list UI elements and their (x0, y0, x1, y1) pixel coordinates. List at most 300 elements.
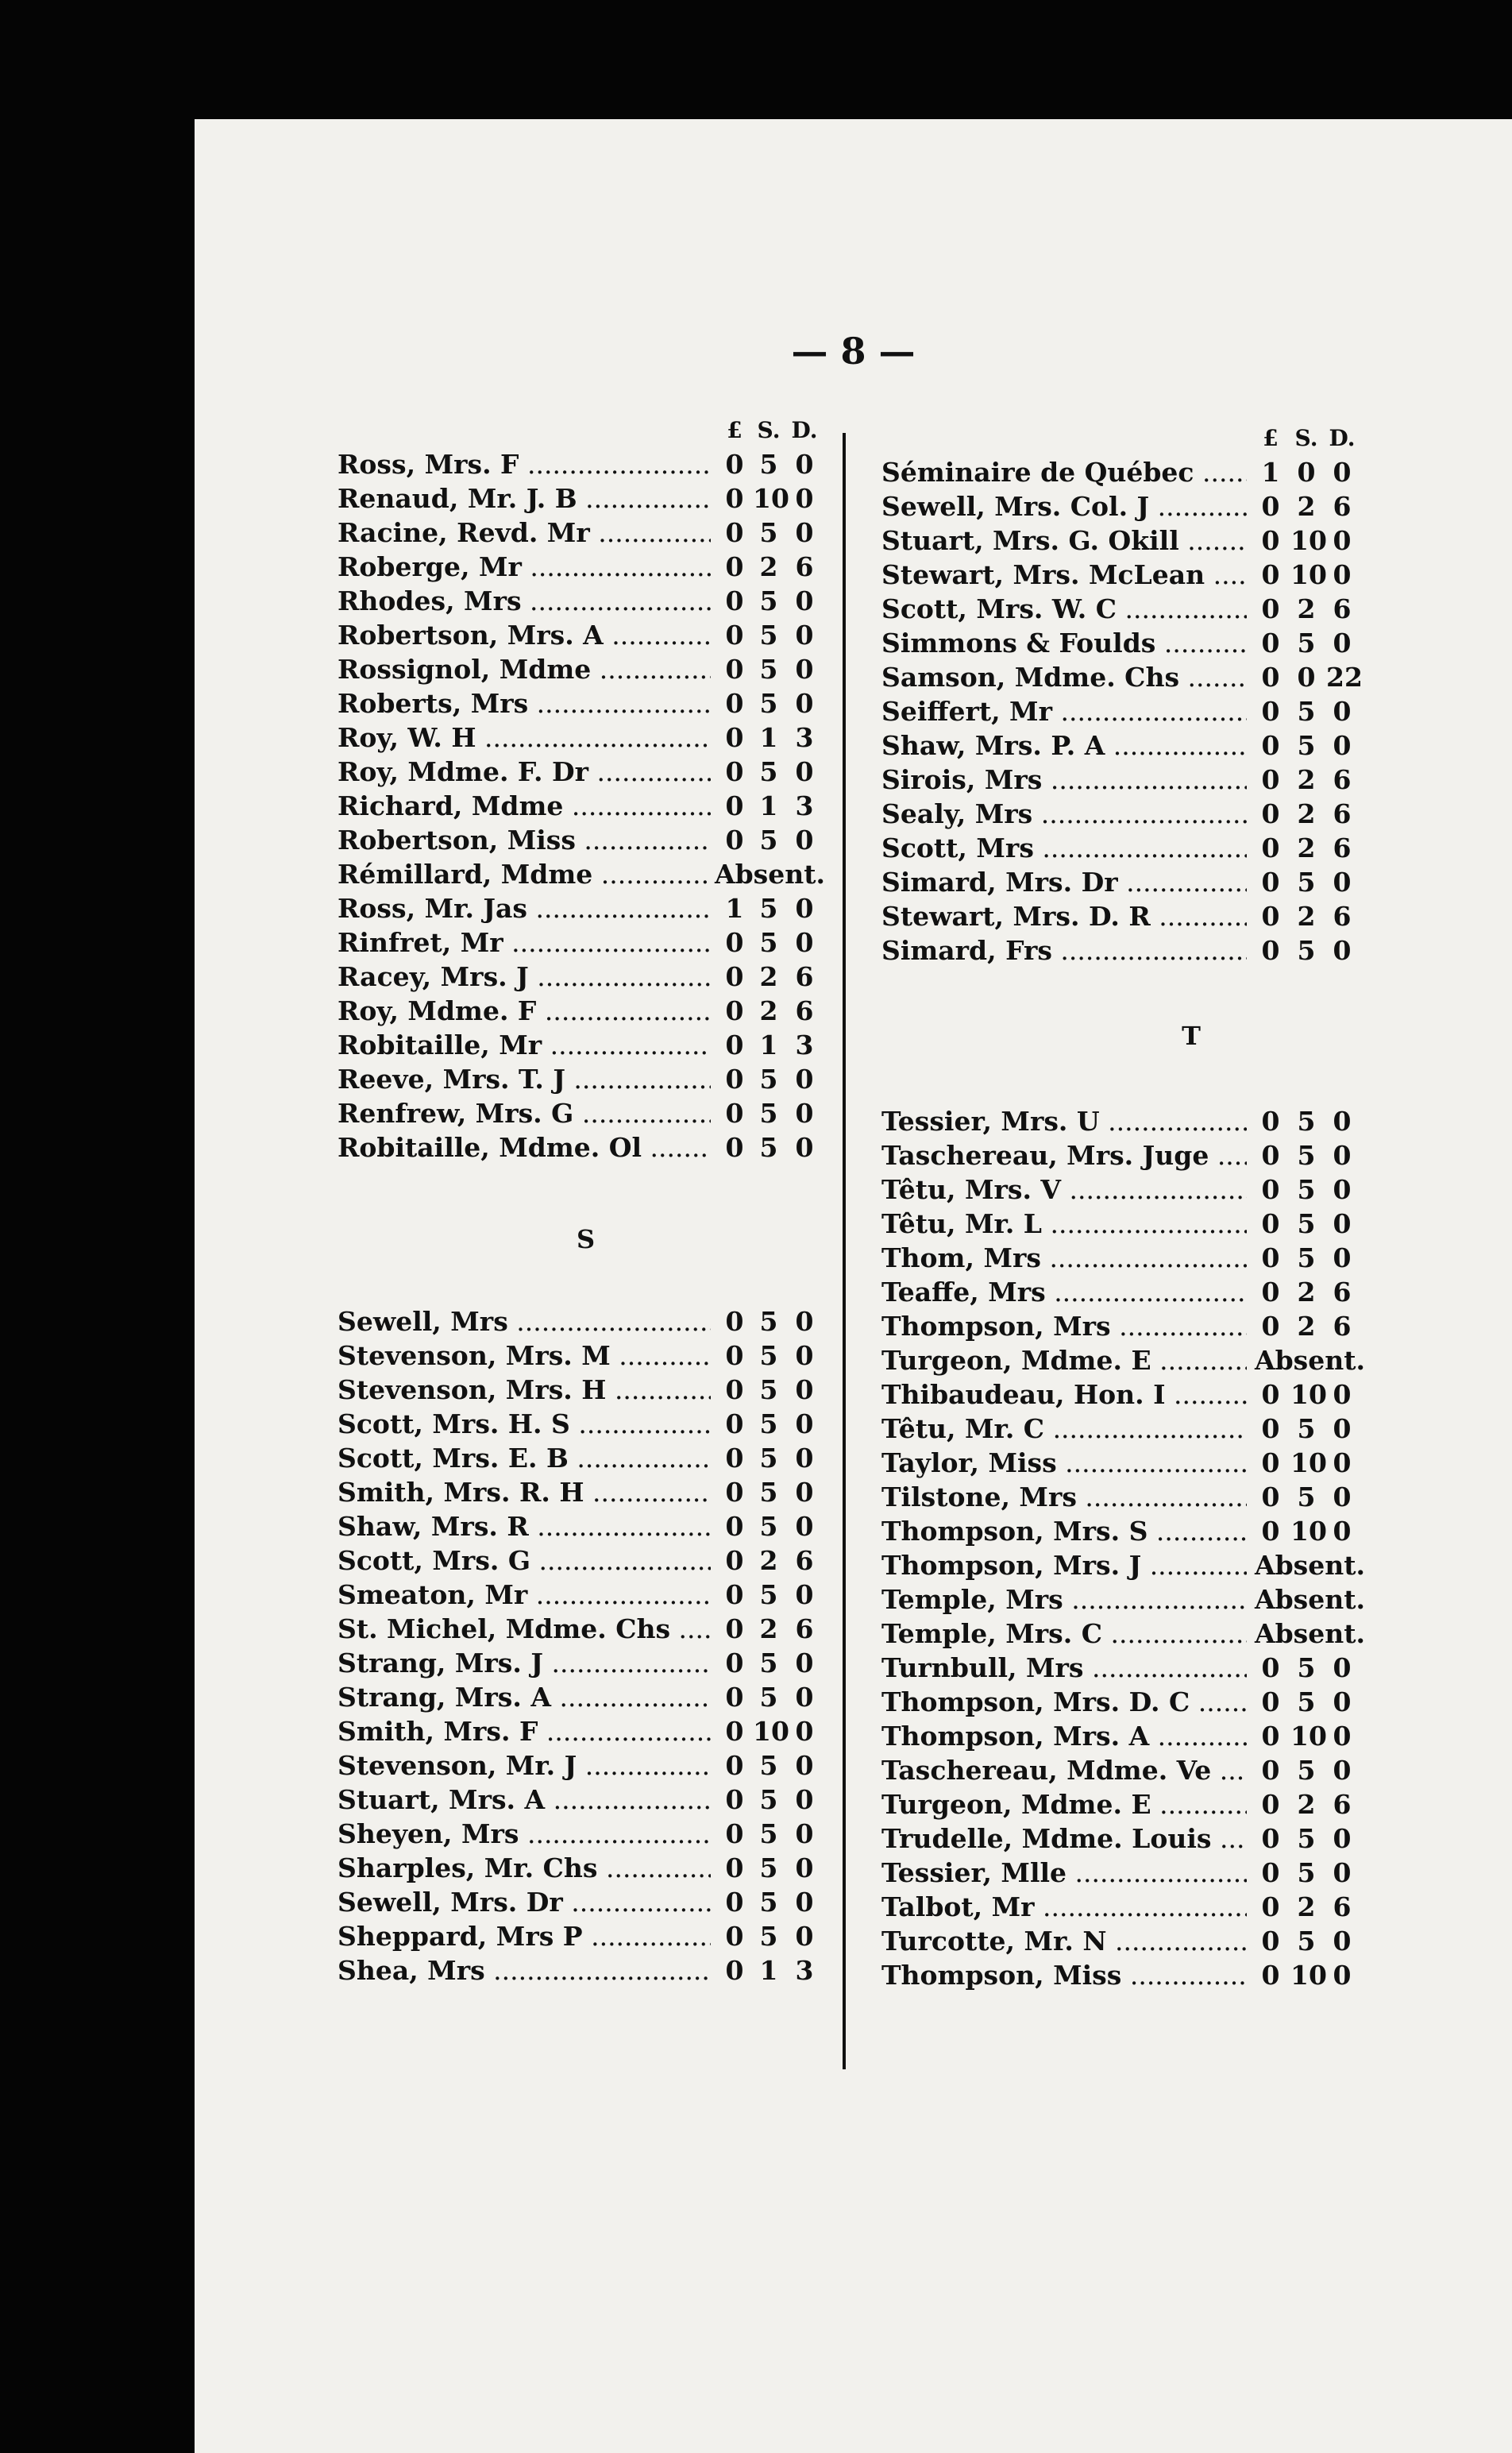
pounds-value: 0 (725, 1955, 744, 1986)
shillings-value: 5 (1297, 1686, 1316, 1717)
entry-name: Scott, Mrs ..... (881, 831, 1247, 865)
list-item (881, 1719, 1501, 1753)
list-item (881, 933, 1501, 968)
shillings-value: 5 (759, 1579, 778, 1610)
list-item (881, 728, 1501, 763)
shillings-value: 5 (759, 688, 778, 719)
entry-name: Rémillard, Mdme ..... (338, 857, 711, 891)
pounds-value: 0 (1261, 1311, 1280, 1342)
entry-name: Roy, Mdme. F. Dr ..... (338, 755, 711, 789)
list-item (338, 1543, 834, 1578)
pence-value: 0 (795, 1064, 814, 1095)
entry-name: Sewell, Mrs ..... (338, 1304, 711, 1339)
list-item (881, 694, 1501, 728)
list-item (881, 1309, 1501, 1343)
shillings-value: 5 (759, 1682, 778, 1713)
pounds-value: 0 (1261, 1447, 1280, 1478)
shillings-value: 5 (1297, 1823, 1316, 1854)
list-item (881, 1172, 1501, 1207)
entry-name: Racine, Revd. Mr ..... (338, 516, 711, 550)
pence-value: 0 (1333, 867, 1352, 898)
entry-name: Tilstone, Mrs ..... (881, 1480, 1247, 1514)
pounds-value: 0 (725, 1818, 744, 1849)
pounds-value: 0 (725, 1750, 744, 1781)
entry-name: Tessier, Mlle ..... (881, 1856, 1247, 1890)
list-item (338, 1953, 834, 1988)
pence-value: 6 (1333, 798, 1352, 829)
pounds-value: 0 (725, 1098, 744, 1129)
shillings-value: 10 (1290, 1447, 1327, 1478)
pence-value: 0 (1333, 1447, 1352, 1478)
shillings-value: 5 (759, 1511, 778, 1542)
pounds-value: 0 (725, 1579, 744, 1610)
entry-name: Scott, Mrs. W. C ..... (881, 592, 1247, 626)
shillings-value: 5 (1297, 1140, 1316, 1171)
section-letter-s: S (576, 1224, 596, 1254)
list-item (881, 1207, 1501, 1241)
shillings-value: 1 (759, 1029, 778, 1060)
list-item (338, 550, 834, 584)
list-item (881, 797, 1501, 831)
shillings-value: 2 (1297, 764, 1316, 795)
pounds-value: 0 (725, 1443, 744, 1474)
entry-name: Roy, Mdme. F ..... (338, 994, 711, 1028)
list-item (338, 1748, 834, 1783)
shillings-value: 5 (759, 1098, 778, 1129)
pounds-value: 0 (1261, 1960, 1280, 1991)
entry-name: Ross, Mr. Jas ..... (338, 891, 711, 925)
entry-name: Taylor, Miss ..... (881, 1446, 1247, 1480)
pounds-value: 0 (725, 1887, 744, 1918)
pence-value: 0 (795, 1408, 814, 1439)
pounds-value: 0 (1261, 1174, 1280, 1205)
list-item (338, 584, 834, 618)
pounds-value: 0 (725, 1852, 744, 1883)
pence-value: 6 (1333, 1891, 1352, 1922)
pounds-value: 0 (725, 1648, 744, 1678)
pounds-value: 0 (725, 654, 744, 685)
entry-name: Robertson, Mrs. A ..... (338, 618, 711, 652)
shillings-value: 5 (759, 1374, 778, 1405)
pounds-value: 0 (725, 1064, 744, 1095)
pence-value: 0 (795, 927, 814, 958)
entry-name: Smeaton, Mr ..... (338, 1578, 711, 1612)
entry-name: Roberge, Mr ..... (338, 550, 711, 584)
pence-value: 0 (1333, 1174, 1352, 1205)
entry-name: Têtu, Mr. L ..... (881, 1207, 1247, 1241)
entry-name: Rhodes, Mrs ..... (338, 584, 711, 618)
shillings-value: 5 (1297, 1652, 1316, 1683)
list-item (881, 1753, 1501, 1787)
absent-note: Absent. (1255, 1584, 1365, 1615)
list-item (881, 1446, 1501, 1480)
pence-value: 0 (795, 517, 814, 548)
entry-name: Ross, Mrs. F ..... (338, 447, 711, 481)
pounds-value: 0 (725, 1716, 744, 1747)
absent-note: Absent. (1255, 1550, 1365, 1581)
shillings-value: 5 (759, 585, 778, 616)
pounds-value: 1 (725, 893, 744, 924)
pence-value: 0 (795, 1579, 814, 1610)
pence-value: 6 (1333, 901, 1352, 932)
list-item (338, 1783, 834, 1817)
pence-value: 0 (1333, 1926, 1352, 1957)
list-item (338, 1612, 834, 1646)
pounds-value: 0 (725, 1408, 744, 1439)
pounds-value: 0 (725, 1132, 744, 1163)
shillings-value: 2 (1297, 1891, 1316, 1922)
pounds-value: 0 (1261, 1140, 1280, 1171)
list-item (338, 1096, 834, 1130)
pence-value: 6 (1333, 764, 1352, 795)
shillings-value: 5 (759, 1921, 778, 1952)
entry-name: Thompson, Mrs. S ..... (881, 1514, 1247, 1548)
pence-value: 0 (795, 483, 814, 514)
list-item (338, 1885, 834, 1919)
pounds-value: 0 (725, 1613, 744, 1644)
shillings-value: 10 (1290, 559, 1327, 590)
shillings-value: 1 (759, 790, 778, 821)
entry-name: Smith, Mrs. F ..... (338, 1714, 711, 1748)
pounds-value: 0 (1261, 1208, 1280, 1239)
shillings-value: 5 (759, 1132, 778, 1163)
page-number: — 8 — (791, 330, 916, 373)
shillings-value: 10 (1290, 1721, 1327, 1752)
entry-name: Shea, Mrs ..... (338, 1953, 711, 1988)
shillings-value: 5 (759, 449, 778, 480)
entry-name: Robertson, Miss ..... (338, 823, 711, 857)
pounds-value: 0 (725, 1511, 744, 1542)
list-item (881, 831, 1501, 865)
pounds-value: 0 (725, 620, 744, 651)
pence-value: 0 (795, 585, 814, 616)
shillings-value: 10 (1290, 1516, 1327, 1547)
entry-name: Sewell, Mrs. Dr ..... (338, 1885, 711, 1919)
shillings-value: 5 (1297, 935, 1316, 966)
shillings-value: 2 (759, 995, 778, 1026)
pounds-value: 0 (725, 1306, 744, 1337)
entry-name: St. Michel, Mdme. Chs ..... (338, 1612, 711, 1646)
entry-name: Sewell, Mrs. Col. J ..... (881, 489, 1247, 523)
entry-name: Reeve, Mrs. T. J ..... (338, 1062, 711, 1096)
entry-name: Têtu, Mr. C ..... (881, 1412, 1247, 1446)
entry-name: Seiffert, Mr ..... (881, 694, 1247, 728)
shillings-value: 2 (1297, 1311, 1316, 1342)
pence-value: 6 (1333, 1789, 1352, 1820)
pounds-value: 0 (1261, 1242, 1280, 1273)
s-entries-list-left (338, 1304, 834, 1988)
list-item (338, 1509, 834, 1543)
pounds-value: 0 (725, 1477, 744, 1508)
pence-value: 0 (1333, 1208, 1352, 1239)
list-item (338, 891, 834, 925)
pounds-value: 0 (1261, 1755, 1280, 1786)
shillings-value: 5 (759, 893, 778, 924)
pounds-value: 0 (725, 1921, 744, 1952)
pence-value: 0 (795, 1340, 814, 1371)
entry-name: Rinfret, Mr ..... (338, 925, 711, 960)
shillings-value: 5 (1297, 1413, 1316, 1444)
pounds-value: 0 (1261, 1277, 1280, 1308)
pence-value: 0 (1333, 1413, 1352, 1444)
entry-name: Sealy, Mrs ..... (881, 797, 1247, 831)
list-item (338, 823, 834, 857)
list-item (881, 1275, 1501, 1309)
pence-value: 0 (1333, 1140, 1352, 1171)
list-item (338, 1339, 834, 1373)
pounds-value: 0 (1261, 1823, 1280, 1854)
shillings-value: 5 (1297, 1174, 1316, 1205)
entry-name: Thom, Mrs ..... (881, 1241, 1247, 1275)
pounds-value: 0 (1261, 525, 1280, 556)
entry-name: Robitaille, Mr ..... (338, 1028, 711, 1062)
left-column (338, 413, 834, 1988)
pence-value: 6 (795, 551, 814, 582)
pence-value: 0 (1333, 1857, 1352, 1888)
currency-header (881, 421, 1501, 455)
shillings-value: 5 (1297, 1242, 1316, 1273)
pence-value: 0 (795, 1374, 814, 1405)
shillings-value: 2 (759, 961, 778, 992)
entry-name: Strang, Mrs. J ..... (338, 1646, 711, 1680)
shillings-value: 2 (1297, 832, 1316, 863)
shillings-value: 0 (1297, 457, 1316, 488)
list-item (338, 1407, 834, 1441)
pounds-value: 0 (725, 483, 744, 514)
pence-value: 0 (795, 1750, 814, 1781)
pence-value: 6 (795, 1613, 814, 1644)
currency-header (338, 413, 834, 447)
shillings-value: 5 (1297, 1926, 1316, 1957)
pence-value: 0 (1333, 559, 1352, 590)
r-entries-list (338, 447, 834, 1165)
list-item (338, 1646, 834, 1680)
list-item (881, 865, 1501, 899)
pounds-value: 0 (725, 995, 744, 1026)
shillings-value: 5 (759, 927, 778, 958)
pence-value: 0 (795, 1477, 814, 1508)
shillings-value: 5 (759, 620, 778, 651)
entry-name: Sirois, Mrs ..... (881, 763, 1247, 797)
entry-name: Teaffe, Mrs ..... (881, 1275, 1247, 1309)
list-item (338, 1817, 834, 1851)
pounds-value: 0 (1261, 628, 1280, 659)
shillings-value: 0 (1297, 662, 1316, 693)
pence-value: 22 (1326, 662, 1363, 693)
pence-value: 6 (795, 1545, 814, 1576)
absent-note: Absent. (1255, 1618, 1365, 1649)
pounds-value: 0 (725, 961, 744, 992)
pounds-value: 0 (725, 1374, 744, 1405)
list-item (881, 1343, 1501, 1377)
shillings-value: 2 (759, 1613, 778, 1644)
pounds-value: 0 (725, 517, 744, 548)
pence-value: 0 (795, 1716, 814, 1747)
list-item (881, 558, 1501, 592)
pounds-value: 1 (1261, 457, 1280, 488)
entry-name: Têtu, Mrs. V ..... (881, 1172, 1247, 1207)
pence-value: 0 (1333, 1823, 1352, 1854)
shillings-value: 5 (759, 1887, 778, 1918)
entry-name: Simard, Mrs. Dr ..... (881, 865, 1247, 899)
pence-value: 3 (795, 790, 814, 821)
pounds-value: 0 (1261, 867, 1280, 898)
shillings-value: 5 (759, 1750, 778, 1781)
list-item (881, 1480, 1501, 1514)
pence-value: 0 (1333, 1242, 1352, 1273)
list-item (338, 1680, 834, 1714)
shillings-value: 5 (1297, 1857, 1316, 1888)
pounds-value: 0 (725, 927, 744, 958)
shillings-value: 5 (1297, 730, 1316, 761)
list-item (881, 1582, 1501, 1617)
pounds-value: 0 (725, 585, 744, 616)
pence-value: 0 (795, 688, 814, 719)
shillings-value: 2 (1297, 1277, 1316, 1308)
list-item (881, 592, 1501, 626)
list-item (881, 763, 1501, 797)
list-item (881, 1685, 1501, 1719)
pounds-value: 0 (1261, 1516, 1280, 1547)
pounds-value: 0 (725, 790, 744, 821)
pounds-value: 0 (725, 1682, 744, 1713)
pence-value: 0 (1333, 1481, 1352, 1512)
entry-name: Renaud, Mr. J. B ..... (338, 481, 711, 516)
list-item (881, 1241, 1501, 1275)
list-item (338, 1475, 834, 1509)
pounds-value: 0 (1261, 832, 1280, 863)
list-item (881, 455, 1501, 489)
entry-name: Thibaudeau, Hon. I ..... (881, 1377, 1247, 1412)
shillings-value: 5 (1297, 867, 1316, 898)
entry-name: Temple, Mrs ..... (881, 1582, 1247, 1617)
pounds-value: 0 (1261, 559, 1280, 590)
entry-name: Turgeon, Mdme. E ..... (881, 1343, 1247, 1377)
pounds-value: 0 (1261, 593, 1280, 624)
entry-name: Trudelle, Mdme. Louis ..... (881, 1821, 1247, 1856)
shillings-value: 10 (753, 1716, 789, 1747)
pence-value: 0 (795, 1443, 814, 1474)
shillings-value: 5 (1297, 1106, 1316, 1137)
entry-name: Taschereau, Mrs. Juge ..... (881, 1138, 1247, 1172)
shillings-value: 5 (1297, 1481, 1316, 1512)
pence-header: D. (791, 417, 818, 443)
shillings-value: 5 (759, 1784, 778, 1815)
list-item (338, 481, 834, 516)
shillings-value: 5 (759, 1852, 778, 1883)
pence-value: 0 (795, 1098, 814, 1129)
entry-name: Sharples, Mr. Chs ..... (338, 1851, 711, 1885)
entry-name: Thompson, Mrs. A ..... (881, 1719, 1247, 1753)
shillings-value: 2 (759, 1545, 778, 1576)
shillings-value: 5 (1297, 628, 1316, 659)
entry-name: Turgeon, Mdme. E ..... (881, 1787, 1247, 1821)
shillings-value: 1 (759, 722, 778, 753)
right-column (881, 421, 1501, 1992)
list-item (881, 899, 1501, 933)
document-page (195, 119, 1512, 2453)
pounds-value: 0 (725, 449, 744, 480)
pence-value: 6 (1333, 832, 1352, 863)
shillings-value: 2 (1297, 593, 1316, 624)
entry-name: Stuart, Mrs. G. Okill ..... (881, 523, 1247, 558)
pounds-value: 0 (725, 551, 744, 582)
pence-value: 0 (1333, 457, 1352, 488)
pounds-value: 0 (1261, 764, 1280, 795)
entry-name: Renfrew, Mrs. G ..... (338, 1096, 711, 1130)
entry-name: Thompson, Mrs. J ..... (881, 1548, 1247, 1582)
list-item (881, 1138, 1501, 1172)
list-item (338, 1062, 834, 1096)
list-item (338, 1578, 834, 1612)
pounds-value: 0 (1261, 1481, 1280, 1512)
pence-value: 6 (795, 995, 814, 1026)
entry-name: Scott, Mrs. G ..... (338, 1543, 711, 1578)
list-item (881, 1856, 1501, 1890)
pence-value: 3 (795, 1955, 814, 1986)
entry-name: Tessier, Mrs. U ..... (881, 1104, 1247, 1138)
pence-value: 0 (795, 1784, 814, 1815)
list-item (338, 1304, 834, 1339)
entry-name: Thompson, Mrs. D. C ..... (881, 1685, 1247, 1719)
shillings-value: 5 (1297, 1208, 1316, 1239)
pence-value: 0 (1333, 935, 1352, 966)
pounds-value: 0 (1261, 935, 1280, 966)
shillings-value: 10 (1290, 1960, 1327, 1991)
pence-value: 3 (795, 1029, 814, 1060)
list-item (881, 489, 1501, 523)
entry-name: Scott, Mrs. E. B ..... (338, 1441, 711, 1475)
entry-name: Stevenson, Mr. J ..... (338, 1748, 711, 1783)
entry-name: Stewart, Mrs. McLean ..... (881, 558, 1247, 592)
pounds-value: 0 (1261, 798, 1280, 829)
pence-value: 0 (795, 654, 814, 685)
pounds-value: 0 (1261, 1413, 1280, 1444)
entry-name: Samson, Mdme. Chs ..... (881, 660, 1247, 694)
shillings-header: S. (757, 417, 781, 443)
list-item (881, 1617, 1501, 1651)
entry-name: Rossignol, Mdme ..... (338, 652, 711, 686)
pence-value: 6 (1333, 1311, 1352, 1342)
list-item (338, 789, 834, 823)
entry-name: Thompson, Miss ..... (881, 1958, 1247, 1992)
pence-value: 0 (795, 1887, 814, 1918)
entry-name: Robitaille, Mdme. Ol ..... (338, 1130, 711, 1165)
list-item (881, 1548, 1501, 1582)
pounds-value: 0 (725, 688, 744, 719)
shillings-value: 5 (759, 1408, 778, 1439)
pence-header: D. (1329, 425, 1356, 451)
pounds-value: 0 (1261, 730, 1280, 761)
list-item (338, 925, 834, 960)
pence-value: 6 (1333, 1277, 1352, 1308)
pounds-value: 0 (725, 1545, 744, 1576)
entry-name: Simard, Frs ..... (881, 933, 1247, 968)
entry-name: Turcotte, Mr. N ..... (881, 1924, 1247, 1958)
pence-value: 0 (795, 1306, 814, 1337)
shillings-value: 1 (759, 1955, 778, 1986)
section-letter-t: T (1182, 1021, 1201, 1051)
list-item (881, 1821, 1501, 1856)
shillings-value: 5 (1297, 1755, 1316, 1786)
pence-value: 0 (1333, 628, 1352, 659)
pounds-value: 0 (725, 756, 744, 787)
pounds-value: 0 (1261, 696, 1280, 727)
pence-value: 0 (795, 825, 814, 856)
list-item (338, 516, 834, 550)
list-item (881, 1924, 1501, 1958)
shillings-value: 5 (759, 654, 778, 685)
